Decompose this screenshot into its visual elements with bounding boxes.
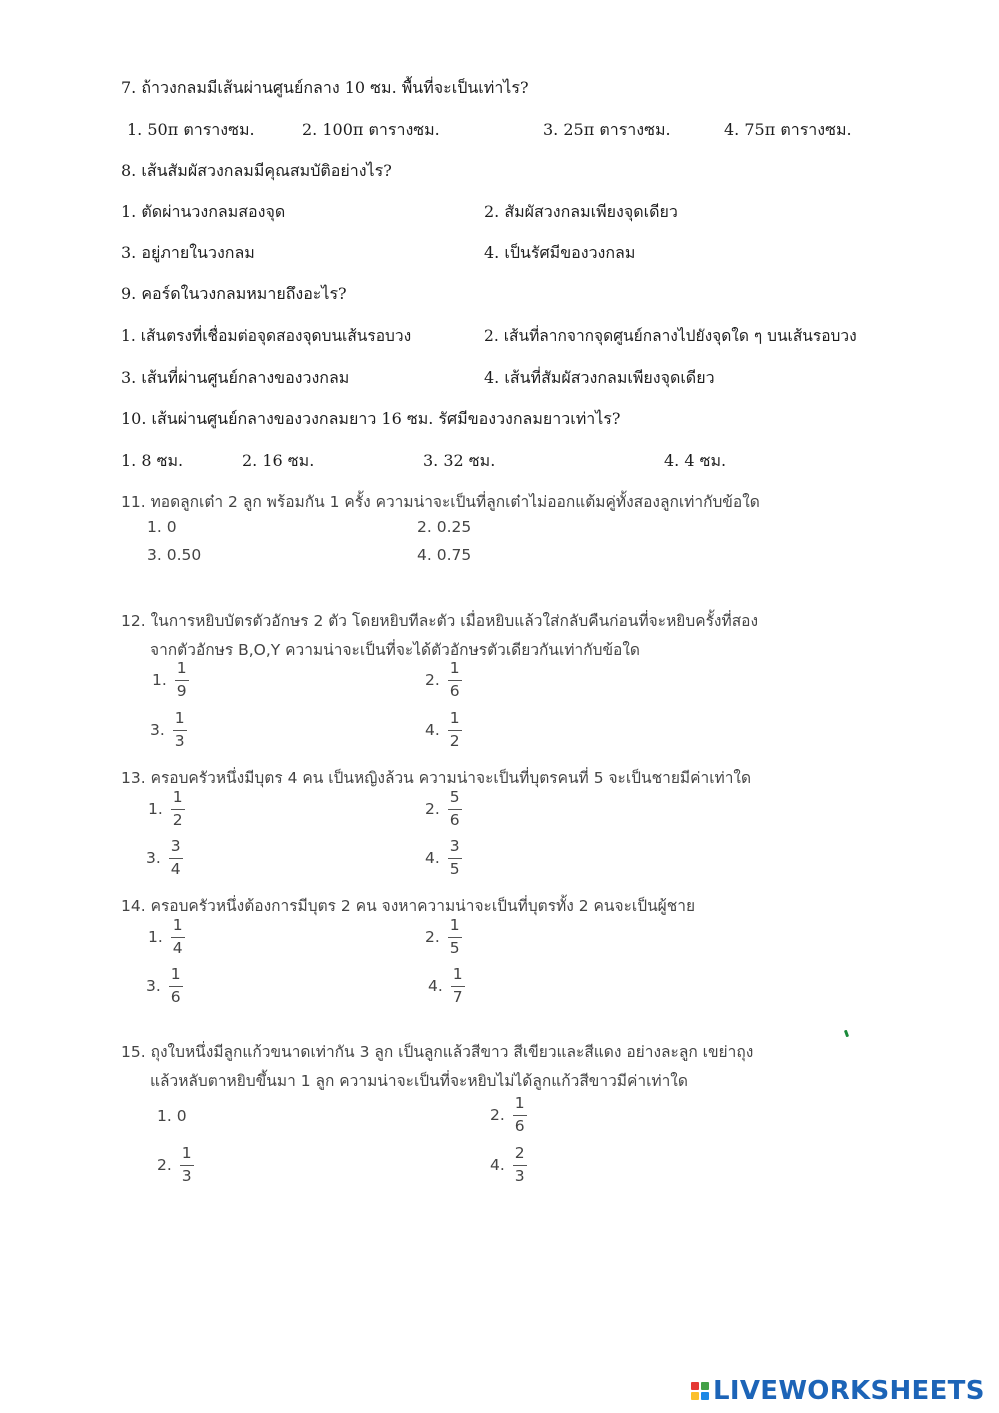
option-label: 4. (490, 1156, 505, 1174)
question-8: 8. เส้นสัมผัสวงกลมมีคุณสมบัติอย่างไร? (121, 161, 392, 180)
option-label: 2. (490, 1106, 505, 1124)
option-label: 2. (425, 671, 440, 689)
numerator: 1 (448, 711, 462, 731)
option-label: 3. (150, 721, 165, 739)
fraction (448, 839, 462, 877)
denominator: 6 (514, 1116, 525, 1135)
fraction (513, 1096, 527, 1134)
q10-option-2: 2. 16 ซม. (242, 451, 315, 470)
numerator: 1 (448, 918, 462, 938)
denominator: 6 (449, 681, 460, 700)
numerator: 1 (513, 1096, 527, 1116)
denominator: 5 (449, 859, 460, 878)
option-label: 2. (425, 928, 440, 946)
numerator: 1 (171, 790, 185, 810)
question-11: 11. ทอดลูกเต๋า 2 ลูก พร้อมกัน 1 ครั้ง ความน่าจะเป็นที่ลูกเต๋าไม่ออกแต้มคู่ทั้งสองลูกเท่ากับข้อใด (121, 493, 760, 511)
option-label: 2. (425, 800, 440, 818)
q12-option-1 (152, 661, 189, 699)
option-label: 4. (428, 977, 443, 995)
denominator: 2 (449, 731, 460, 750)
fraction (513, 1146, 527, 1184)
fraction (169, 967, 183, 1005)
fraction (448, 918, 462, 956)
question-14: 14. ครอบครัวหนึ่งต้องการมีบุตร 2 คน จงหาความน่าจะเป็นที่บุตรทั้ง 2 คนจะเป็นผู้ชาย (121, 897, 696, 915)
denominator: 4 (170, 859, 181, 878)
question-7: 7. ถ้าวงกลมมีเส้นผ่านศูนย์กลาง 10 ซม. พื้นที่จะเป็นเท่าไร? (121, 78, 529, 97)
question-15-line-2: แล้วหลับตาหยิบขึ้นมา 1 ลูก ความน่าจะเป็นที่จะหยิบไม่ได้ลูกแก้วสีขาวมีค่าเท่าใด (150, 1072, 688, 1090)
icon-square (701, 1392, 709, 1400)
question-13: 13. ครอบครัวหนึ่งมีบุตร 4 คน เป็นหญิงล้วน ความน่าจะเป็นที่บุตรคนที่ 5 จะเป็นชายมีค่าเท่าใด (121, 769, 752, 787)
q12-option-4 (425, 711, 462, 749)
option-label: 4. (425, 721, 440, 739)
q14-option-3 (146, 967, 183, 1005)
fraction (448, 790, 462, 828)
q14-option-4 (428, 967, 465, 1005)
numerator: 1 (169, 967, 183, 987)
fraction (451, 967, 465, 1005)
question-15-line-1: 15. ถุงใบหนึ่งมีลูกแก้วขนาดเท่ากัน 3 ลูก เป็นลูกแล้วสีขาว สีเขียวและสีแดง อย่างละลูก เขย่าถุง (121, 1043, 754, 1061)
q10-option-3: 3. 32 ซม. (423, 451, 496, 470)
option-label: 3. (146, 849, 161, 867)
q8-option-4: 4. เป็นรัศมีของวงกลม (484, 243, 636, 262)
q13-option-4 (425, 839, 462, 877)
fraction (448, 711, 462, 749)
fraction (175, 661, 189, 699)
question-9: 9. คอร์ดในวงกลมหมายถึงอะไร? (121, 284, 347, 303)
denominator: 7 (452, 987, 463, 1006)
q9-option-4: 4. เส้นที่สัมผัสวงกลมเพียงจุดเดียว (484, 368, 715, 387)
question-12-line-1: 12. ในการหยิบบัตรตัวอักษร 2 ตัว โดยหยิบทีละตัว เมื่อหยิบแล้วใส่กลับคืนก่อนที่จะหยิบครั้งที่สอง (121, 612, 759, 630)
q10-option-1: 1. 8 ซม. (121, 451, 184, 470)
denominator: 2 (172, 810, 183, 829)
numerator: 1 (173, 711, 187, 731)
option-label: 2. (157, 1156, 172, 1174)
q7-option-1: 1. 50π ตารางซม. (127, 120, 255, 139)
numerator: 1 (180, 1146, 194, 1166)
liveworksheets-logo[interactable] (691, 1376, 985, 1406)
q11-option-4: 4. 0.75 (417, 546, 472, 564)
q9-option-2: 2. เส้นที่ลากจากจุดศูนย์กลางไปยังจุดใด ๆ บนเส้นรอบวง (484, 327, 857, 345)
denominator: 3 (514, 1166, 525, 1185)
icon-square (701, 1382, 709, 1390)
brand-name: LIVEWORKSHEETS (713, 1376, 985, 1406)
q15-option-1: 1. 0 (157, 1107, 187, 1125)
numerator: 1 (175, 661, 189, 681)
numerator: 1 (448, 661, 462, 681)
fraction (171, 790, 185, 828)
q13-option-1 (148, 790, 185, 828)
q14-option-1 (148, 918, 185, 956)
question-12-line-2: จากตัวอักษร B,O,Y ความน่าจะเป็นที่จะได้ตัวอักษรตัวเดียวกันเท่ากับข้อใด (150, 641, 640, 659)
icon-square (691, 1382, 699, 1390)
question-10: 10. เส้นผ่านศูนย์กลางของวงกลมยาว 16 ซม. รัศมีของวงกลมยาวเท่าไร? (121, 409, 621, 428)
q14-option-2 (425, 918, 462, 956)
fraction (448, 661, 462, 699)
fraction (169, 839, 183, 877)
q13-option-2 (425, 790, 462, 828)
q13-option-3 (146, 839, 183, 877)
denominator: 4 (172, 938, 183, 957)
icon-square (691, 1392, 699, 1400)
q12-option-3 (150, 711, 187, 749)
q9-option-1: 1. เส้นตรงที่เชื่อมต่อจุดสองจุดบนเส้นรอบวง (121, 327, 412, 345)
q7-option-3: 3. 25π ตารางซม. (543, 120, 671, 139)
denominator: 9 (176, 681, 187, 700)
numerator: 3 (169, 839, 183, 859)
q12-option-2 (425, 661, 462, 699)
liveworksheets-icon (691, 1382, 709, 1400)
option-label: 3. (146, 977, 161, 995)
fraction (173, 711, 187, 749)
q10-option-4: 4. 4 ซม. (664, 451, 727, 470)
option-label: 1. (148, 928, 163, 946)
denominator: 6 (449, 810, 460, 829)
fraction (171, 918, 185, 956)
q15-option-3 (157, 1146, 194, 1184)
q7-option-2: 2. 100π ตารางซม. (302, 120, 440, 139)
numerator: 1 (451, 967, 465, 987)
q8-option-3: 3. อยู่ภายในวงกลม (121, 243, 255, 262)
numerator: 3 (448, 839, 462, 859)
q9-option-3: 3. เส้นที่ผ่านศูนย์กลางของวงกลม (121, 368, 350, 387)
q8-option-1: 1. ตัดผ่านวงกลมสองจุด (121, 202, 286, 221)
numerator: 5 (448, 790, 462, 810)
fraction (180, 1146, 194, 1184)
numerator: 2 (513, 1146, 527, 1166)
q15-option-2 (490, 1096, 527, 1134)
q11-option-3: 3. 0.50 (147, 546, 202, 564)
q11-option-2: 2. 0.25 (417, 518, 472, 536)
denominator: 6 (170, 987, 181, 1006)
denominator: 5 (449, 938, 460, 957)
q7-option-4: 4. 75π ตารางซม. (724, 120, 852, 139)
option-label: 1. (148, 800, 163, 818)
q11-option-1: 1. 0 (147, 518, 177, 536)
q15-option-4 (490, 1146, 527, 1184)
q8-option-2: 2. สัมผัสวงกลมเพียงจุดเดียว (484, 202, 678, 221)
option-label: 4. (425, 849, 440, 867)
tick-mark (844, 1030, 849, 1038)
numerator: 1 (171, 918, 185, 938)
denominator: 3 (181, 1166, 192, 1185)
denominator: 3 (174, 731, 185, 750)
option-label: 1. (152, 671, 167, 689)
